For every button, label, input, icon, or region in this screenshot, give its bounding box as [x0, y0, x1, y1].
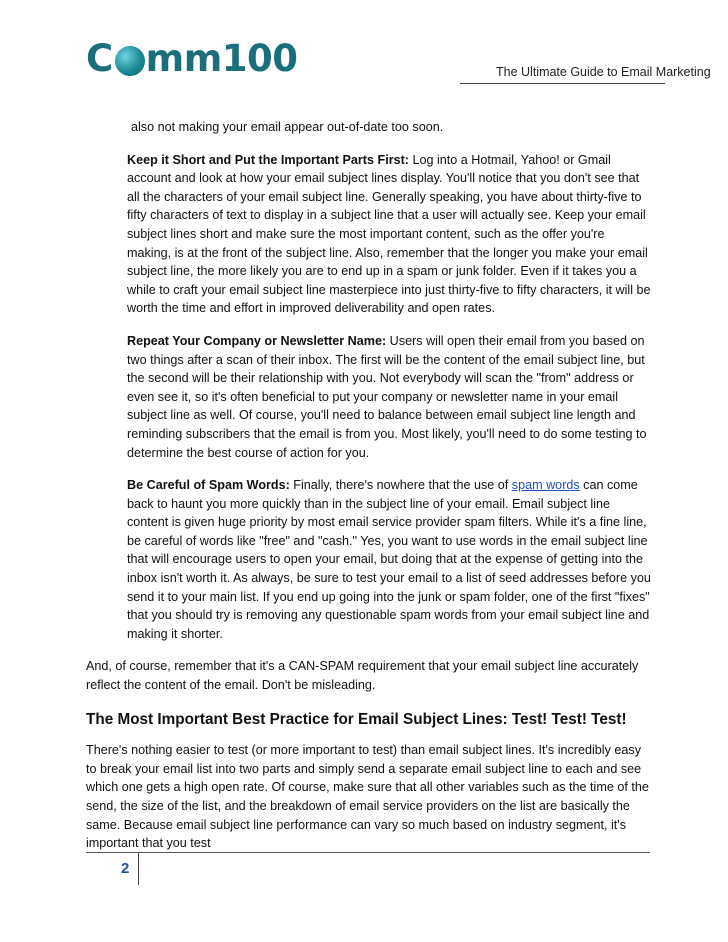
footer-divider [86, 852, 650, 853]
tip-lead: Keep it Short and Put the Important Parts First: [127, 152, 409, 167]
tip-text-before: Finally, there's nowhere that the use of [289, 478, 512, 493]
logo-prefix: C [86, 37, 113, 80]
header-divider [460, 83, 665, 84]
tip-spam-words [86, 476, 652, 643]
tip-lead: Repeat Your Company or Newsletter Name: [127, 333, 387, 348]
continuation-text: also not making your email appear out-of-date too soon. [131, 120, 444, 134]
tip-text-after: can come back to haunt you more quickly than in the subject line of your email. Email subject line content is given huge priority by most email service provider spam filters. While it's a fine line, be careful of words like "free" and "cash." Yes, you want to use words in the email subject line that will encourage users to open your email, but doing that at the expense of getting into the inbox isn't worth it. As always, be sure to test your email to a list of seed addresses before you send it to your main list. If you end up going into the junk or spam folder, one of the first "fixes" that you should try is removing any questionable spam words from your email subject line and making it shorter. [127, 478, 651, 641]
document-body [86, 118, 652, 867]
section-heading: The Most Important Best Practice for Email Subject Lines: Test! Test! Test! [86, 710, 627, 728]
tip-short-important [86, 151, 652, 318]
tip-repeat-name [86, 332, 652, 462]
spam-words-link[interactable]: spam words [511, 478, 580, 493]
tip-lead: Be Careful of Spam Words: [127, 478, 290, 493]
logo-suffix: mm100 [145, 37, 298, 80]
tip-text: Users will open their email from you based on two things after a scan of their inbox. The first will be the content of the email subject line, but the second will be their relationship with you. Not everybody will scan the "from" address or even see it, so it's often beneficial to put your company or newsletter name in your email subject line as well. Of course, you'll need to balance between email subject line length and reminding subscribers that the email is from you. Most likely, you'll need to do some testing to determine the best course of action for you. [127, 333, 647, 460]
page-number-bar [138, 853, 139, 885]
page-number: 2 [121, 860, 130, 877]
closing-paragraph: And, of course, remember that it's a CAN-SPAM requirement that your email subject line accurately reflect the content of the email. Don't be misleading. [86, 659, 639, 693]
final-paragraph: There's nothing easier to test (or more important to test) than email subject lines. It's incredibly easy to break your email list into two parts and simply send a separate email subject line to each and see which one gets a high open rate. Of course, make sure that all other variables such as the time of the send, the size of the list, and the breakdown of email service providers on the list are basically the same. Because email subject line performance can vary so much based on industry segment, it's important that you test [86, 743, 649, 851]
comm100-logo [86, 37, 298, 80]
page-header [0, 0, 728, 110]
header-tagline: The Ultimate Guide to Email Marketing [496, 65, 711, 79]
globe-icon [115, 46, 145, 76]
tip-text: Log into a Hotmail, Yahoo! or Gmail account and look at how your email subject lines display. You'll notice that you don't see that all the characters of your email subject line. Generally speaking, you have about thirty-five to fifty characters of text to display in a subject line that a user will actually see. Keep your email subject lines short and make sure the most important content, such as the offer you're making, is at the front of the subject line. Also, remember that the longer you make your email subject line, the more likely you are to end up in a spam or junk folder. Even if it takes you a while to craft your email subject line masterpiece into just thirty-five to fifty characters, it will be worth the time and effort in improved deliverability and open rates. [127, 152, 651, 316]
